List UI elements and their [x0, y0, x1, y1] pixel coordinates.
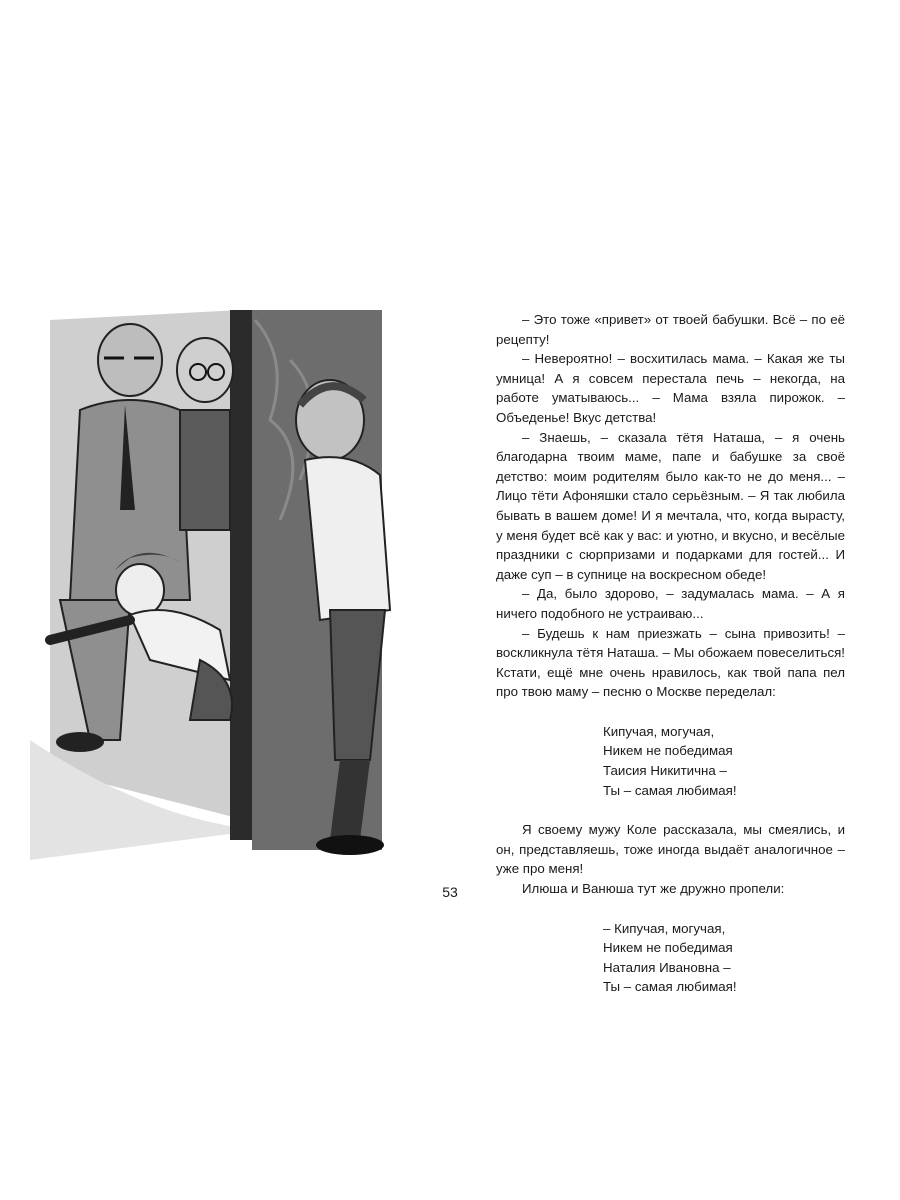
illustration — [30, 300, 414, 866]
poem-line: Ты – самая любимая! — [603, 782, 737, 798]
poem-2 — [603, 919, 845, 997]
poem-line: – Кипучая, могучая, — [603, 920, 726, 936]
page-number: 53 — [442, 884, 458, 900]
poem-line: Ты – самая любимая! — [603, 979, 737, 995]
paragraph: Я своему мужу Коле рассказала, мы смеялись, и он, представляешь, тоже иногда выдаёт аналогичное – уже про меня! — [496, 822, 845, 877]
poem-line: Кипучая, могучая, — [603, 723, 715, 739]
paragraph: – Это тоже «привет» от твоей бабушки. Всё – по её рецепту! — [496, 312, 845, 347]
poem-line: Наталия Ивановна – — [603, 959, 731, 975]
paragraph: – Будешь к нам приезжать – сына привозить! – воскликнула тётя Наташа. – Мы обожаем повеселиться! Кстати, ещё мне очень нравилось, как твой папа пел про твою маму – песню о Москве переделал: — [496, 625, 845, 700]
poem-line: Никем не победимая — [603, 940, 733, 956]
poem-line: Никем не победимая — [603, 743, 733, 759]
poem-line: Таисия Никитична – — [603, 763, 727, 779]
paragraph: – Невероятно! – восхитилась мама. – Какая же ты умница! А я совсем перестала печь – некогда, на работе уматываюсь... – Мама взяла пирожок. – Объеденье! Вкус детства! — [496, 351, 845, 425]
paragraph: – Знаешь, – сказала тётя Наташа, – я очень благодарна твоим маме, папе и бабушке за своё детство: моим родителям было как-то не до меня... – Лицо тёти Афоняшки стало серьёзным. – Я так любила бывать в вашем доме! И я мечтала, что, когда вырасту, у меня будет всё как у вас: и уютно, и вкусно, и весёлые праздники с сюрпризами и подарками для гостей... И даже суп – в супнице на воскресном обеде! — [496, 429, 845, 582]
text-column — [496, 310, 845, 1017]
poem-1 — [603, 722, 845, 800]
paragraph: Илюша и Ванюша тут же дружно пропели: — [522, 881, 785, 897]
paragraph: – Да, было здорово, – задумалась мама. – А я ничего подобного не устраиваю... — [496, 586, 845, 621]
